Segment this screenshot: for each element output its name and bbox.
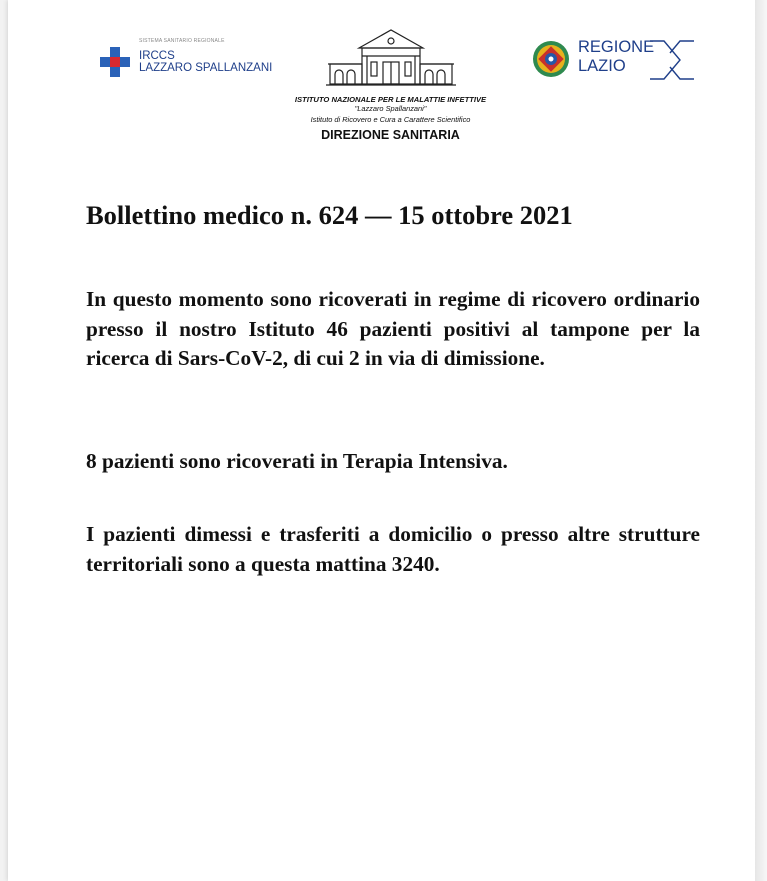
red-cross-icon [100,47,130,77]
lazio-label: LAZIO [578,57,626,75]
logo-institute-name: LAZZARO SPALLANZANI [139,62,273,74]
regione-lazio-wordmark [578,38,654,76]
institute-name: ISTITUTO NAZIONALE PER LE MALATTIE INFETTIVE [294,95,487,104]
bulletin-title: Bollettino medico n. 624 — 15 ottobre 2021 [86,200,573,230]
department-name: DIREZIONE SANITARIA [321,128,460,142]
paragraph-hospitalized: In questo momento sono ricoverati in regime di ricovero ordinario presso il nostro Istituto 46 pazienti positivi al tampone per la ricerca di Sars-CoV-2, di cui 2 in via di dimissione. [86,287,700,370]
page-edge [755,0,767,881]
institute-subname: "Lazzaro Spallanzani" [354,104,427,113]
regione-lazio-logo [532,38,697,84]
paragraph-intensive-care: 8 pazienti sono ricoverati in Terapia Intensiva. [86,449,508,473]
document-page [8,0,755,881]
logo-caption: SISTEMA SANITARIO REGIONALE [139,38,225,44]
institute-description: Istituto di Ricovero e Cura a Carattere Scientifico [310,115,471,124]
institute-building-icon [326,26,456,88]
spallanzani-logo [100,38,290,78]
institute-heading [248,95,533,144]
regione-label: REGIONE [578,38,655,56]
paragraph-discharged: I pazienti dimessi e trasferiti a domicilio o presso altre strutture territoriali sono a questa mattina 3240. [86,522,700,576]
chevron-mark-icon [650,40,696,80]
logo-irccs: IRCCS [139,50,175,62]
regione-lazio-seal-icon [532,40,570,78]
